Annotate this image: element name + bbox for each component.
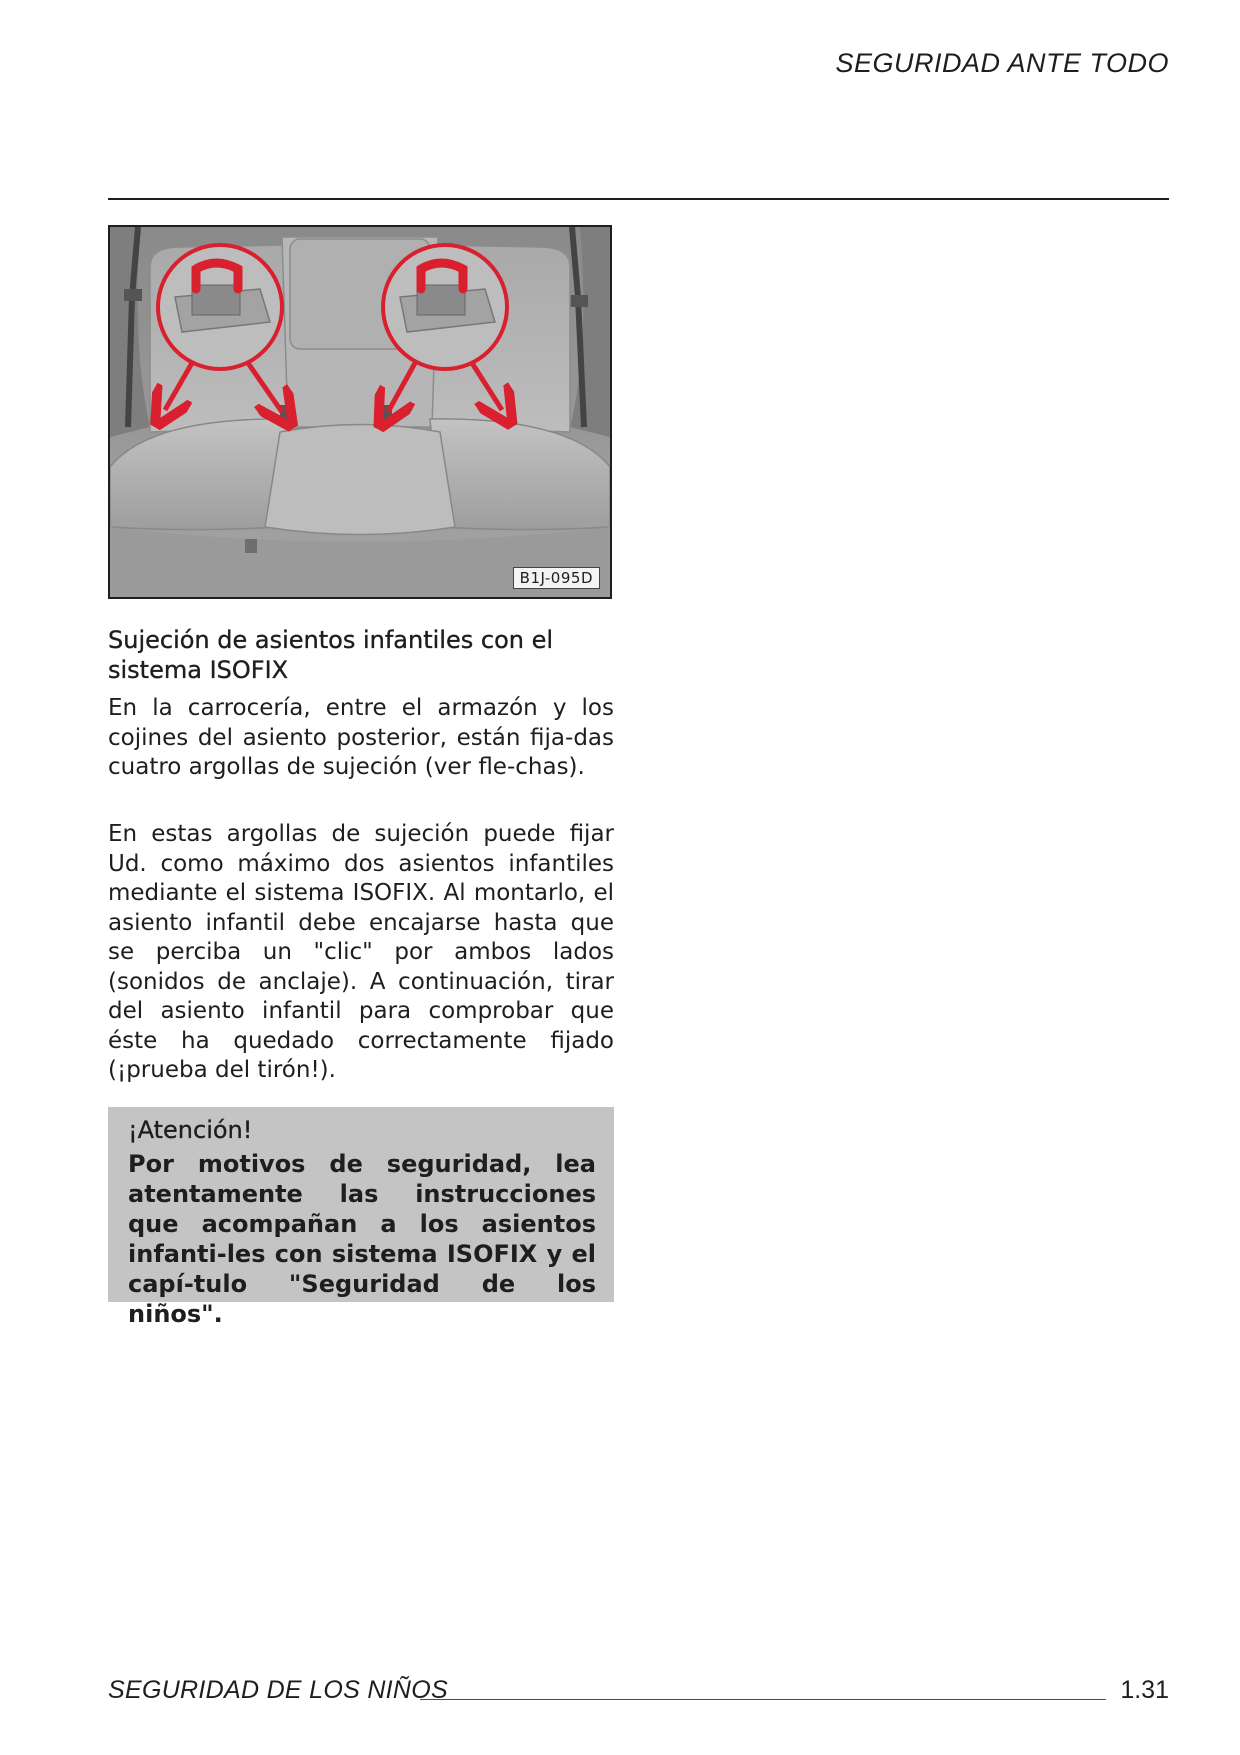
page-number: 1.31 [1120, 1676, 1169, 1704]
warning-title: ¡Atención! [128, 1116, 253, 1144]
warning-text: Por motivos de seguridad, lea atentamente las instrucciones que acompañan a los asientos infanti-les con sistema ISOFIX y el capí-tulo "Seguridad de los niños". [128, 1150, 596, 1328]
body-paragraph-1: En la carrocería, entre el armazón y los cojines del asiento posterior, están fija-das cuatro argollas de sujeción (ver fle-chas). [108, 695, 614, 780]
isofix-anchor-detail-right [383, 245, 507, 369]
header-divider [108, 198, 1169, 200]
warning-box [108, 1107, 614, 1328]
figure-code-label: B1J-095D [513, 567, 600, 589]
isofix-anchor-detail-left [158, 245, 282, 369]
isofix-illustration [108, 225, 612, 599]
footer-divider [420, 1699, 1106, 1700]
rear-seat-drawing [110, 227, 610, 597]
section-heading: Sujeción de asientos infantiles con el sistema ISOFIX [108, 626, 554, 684]
body-paragraph-2: En estas argollas de sujeción puede fijar Ud. como máximo dos asientos infantiles mediante el sistema ISOFIX. Al montarlo, el asiento infantil debe encajarse hasta que se perciba un "clic" por ambos lados (sonidos de anclaje). A continuación, tirar del asiento infantil para comprobar que éste ha quedado correctamente fijado (¡prueba del tirón!). [108, 821, 614, 1083]
running-header: SEGURIDAD ANTE TODO [835, 48, 1169, 78]
footer-section-title: SEGURIDAD DE LOS NIÑOS [108, 1676, 448, 1704]
